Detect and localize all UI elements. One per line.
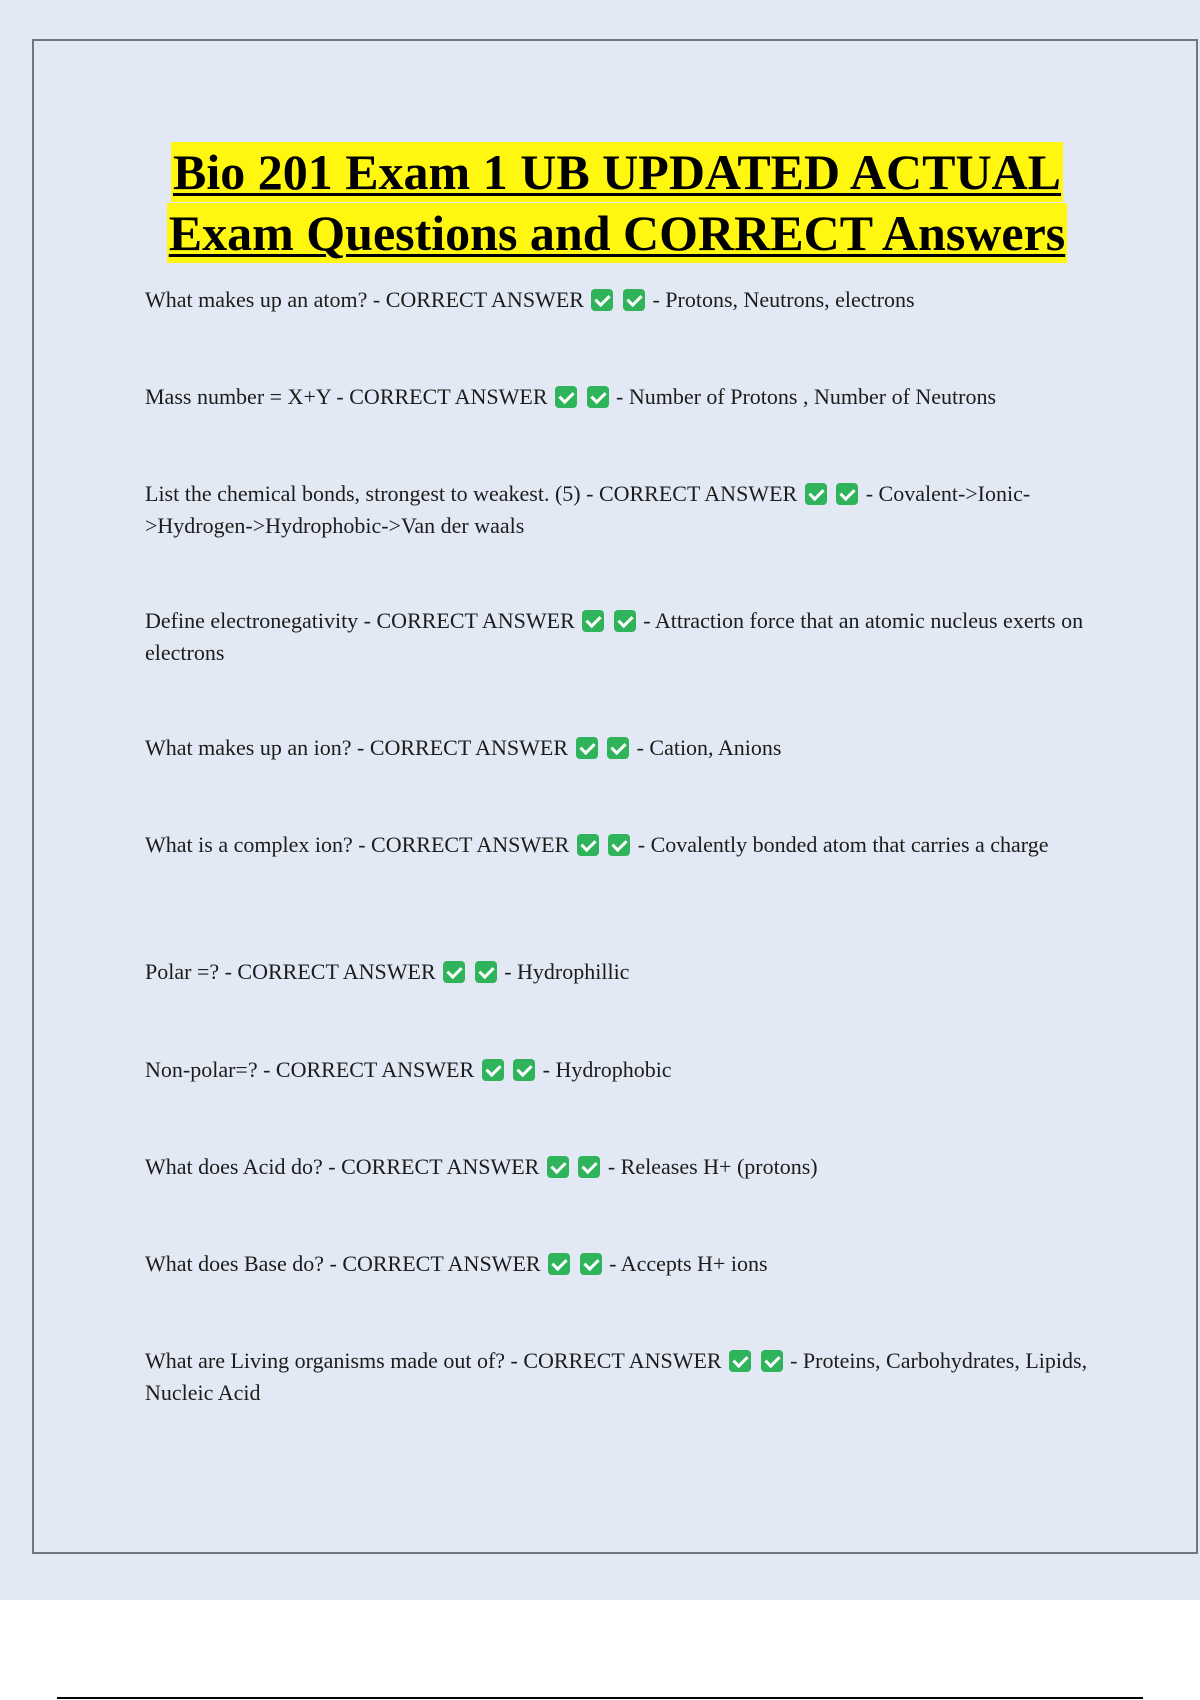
qa-item <box>145 1054 1090 1086</box>
answer-text: - Cation, Anions <box>636 735 782 760</box>
qa-item <box>145 829 1090 861</box>
qa-item <box>145 478 1090 542</box>
answer-text: - Covalently bonded atom that carries a charge <box>637 832 1049 857</box>
title-line-2: Exam Questions and CORRECT Answers <box>168 205 1066 261</box>
check-icon <box>443 961 465 983</box>
check-icon <box>729 1350 751 1372</box>
check-icon <box>475 961 497 983</box>
check-icon <box>614 610 636 632</box>
answer-text: - Releases H+ (protons) <box>607 1154 818 1179</box>
check-icon <box>607 737 629 759</box>
question-text: Polar =? - CORRECT ANSWER <box>145 959 436 984</box>
answer-text: - Proteins, Carbohydrates, Lipids, Nucleic Acid <box>145 1348 1088 1405</box>
answer-text: - Attraction force that an atomic nucleus exerts on electrons <box>145 608 1084 665</box>
qa-item <box>145 956 1090 988</box>
question-text: What makes up an atom? - CORRECT ANSWER <box>145 287 584 312</box>
answer-text: - Hydrophobic <box>542 1057 672 1082</box>
qa-item <box>145 284 1090 316</box>
question-text: Define electronegativity - CORRECT ANSWER <box>145 608 575 633</box>
qa-item <box>145 1248 1090 1280</box>
qa-item <box>145 605 1090 669</box>
check-icon <box>547 1156 569 1178</box>
question-text: What are Living organisms made out of? - CORRECT ANSWER <box>145 1348 722 1373</box>
bottom-divider <box>57 1697 1143 1699</box>
check-icon <box>608 834 630 856</box>
qa-item <box>145 1345 1090 1409</box>
check-icon <box>513 1059 535 1081</box>
check-icon <box>580 1253 602 1275</box>
qa-item <box>145 732 1090 764</box>
question-text: Non-polar=? - CORRECT ANSWER <box>145 1057 475 1082</box>
answer-text: - Hydrophillic <box>504 959 630 984</box>
check-icon <box>587 386 609 408</box>
check-icon <box>761 1350 783 1372</box>
document-title <box>0 142 1200 264</box>
check-icon <box>591 289 613 311</box>
check-icon <box>548 1253 570 1275</box>
question-text: What does Acid do? - CORRECT ANSWER <box>145 1154 540 1179</box>
check-icon <box>578 1156 600 1178</box>
question-text: Mass number = X+Y - CORRECT ANSWER <box>145 384 548 409</box>
answer-text: - Protons, Neutrons, electrons <box>652 287 915 312</box>
answer-text: - Accepts H+ ions <box>609 1251 768 1276</box>
answer-text: - Number of Protons , Number of Neutrons <box>616 384 997 409</box>
check-icon <box>582 610 604 632</box>
check-icon <box>576 737 598 759</box>
check-icon <box>623 289 645 311</box>
check-icon <box>836 483 858 505</box>
qa-item <box>145 1151 1090 1183</box>
question-text: What does Base do? - CORRECT ANSWER <box>145 1251 541 1276</box>
document-page-frame <box>32 39 1198 1554</box>
check-icon <box>577 834 599 856</box>
question-text: List the chemical bonds, strongest to weakest. (5) - CORRECT ANSWER <box>145 481 798 506</box>
check-icon <box>555 386 577 408</box>
qa-item <box>145 381 1090 413</box>
title-line-1: Bio 201 Exam 1 UB UPDATED ACTUAL <box>172 144 1062 200</box>
question-text: What is a complex ion? - CORRECT ANSWER <box>145 832 570 857</box>
answer-text: - Covalent->Ionic->Hydrogen->Hydrophobic->Van der waals <box>145 481 1031 538</box>
question-text: What makes up an ion? - CORRECT ANSWER <box>145 735 569 760</box>
check-icon <box>482 1059 504 1081</box>
check-icon <box>805 483 827 505</box>
